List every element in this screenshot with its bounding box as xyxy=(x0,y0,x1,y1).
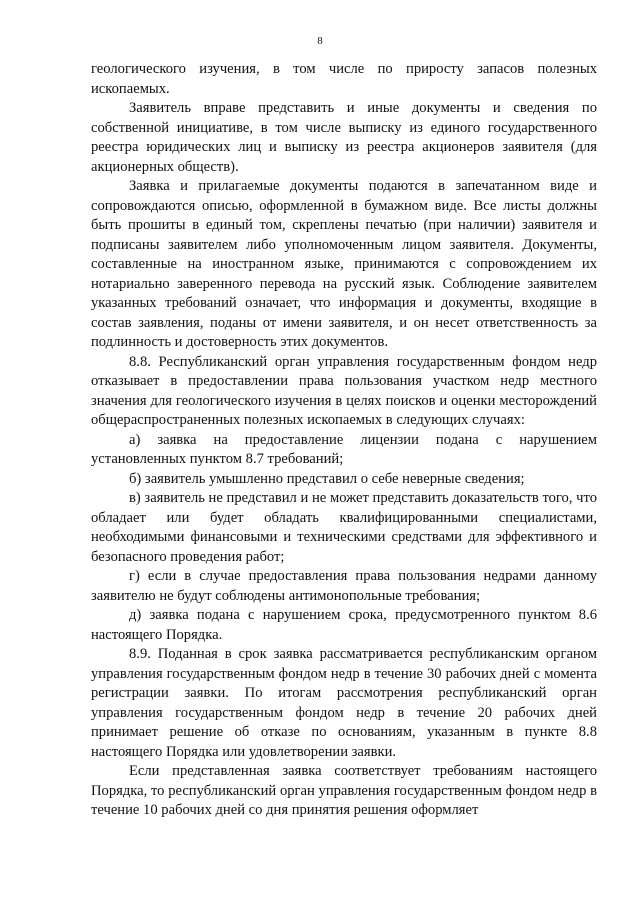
list-item-v: в) заявитель не представил и не может представить доказательств того, что обладает или будет обладать квалифицированными специалистами, необходимыми финансовыми и техническими средствами для эффективного и безопасного проведения работ; xyxy=(91,490,597,565)
paragraph-8-8-refusal: 8.8. Республиканский орган управления государственным фондом недр отказывает в предоставлении права пользования участком недр местного значения для геологического изучения в целях поисков и оценки месторождений общераспространенных полезных ископаемых в следующих случаях: xyxy=(91,353,597,428)
document-body xyxy=(91,60,597,821)
list-item-a: а) заявка на предоставление лицензии подана с нарушением установленных пунктом 8.7 требований; xyxy=(91,431,597,467)
list-item-g: г) если в случае предоставления права пользования недрами данному заявителю не будут соблюдены антимонопольные требования; xyxy=(91,568,597,604)
paragraph-compliance: Если представленная заявка соответствует требованиям настоящего Порядка, то республиканский орган управления государственным фондом недр в течение 10 рабочих дней со дня принятия решения оформляет xyxy=(91,763,597,818)
list-item-b: б) заявитель умышленно представил о себе неверные сведения; xyxy=(129,470,525,487)
paragraph-8-9-review: 8.9. Поданная в срок заявка рассматривается республиканским органом управления государственным фондом недр в течение 30 рабочих дней с момента регистрации заявки. По итогам рассмотрения республиканский орган управления государственным фондом недр в течение 20 рабочих дней принимает решение об отказе по основаниям, указанным в пункте 8.8 настоящего Порядка или удовлетворении заявки. xyxy=(91,646,597,760)
paragraph-continuation: геологического изучения, в том числе по приросту запасов полезных ископаемых. xyxy=(91,61,597,97)
paragraph-submission-requirements: Заявка и прилагаемые документы подаются в запечатанном виде и сопровождаются описью, оформленной в бумажном виде. Все листы должны быть прошиты в единый том, скреплены печатью (при наличии) заявителя и подписаны заявителем либо уполномоченным лицом заявителя. Документы, составленные на иностранном языке, принимаются с сопровождением их нотариально заверенного перевода на русский язык. Соблюдение заявителем указанных требований означает, что информация и документы, входящие в состав заявления, поданы от имени заявителя, и он несет ответственность за подлинность и достоверность этих документов. xyxy=(91,178,597,350)
page-number: 8 xyxy=(317,35,323,47)
paragraph-additional-documents: Заявитель вправе представить и иные документы и сведения по собственной инициативе, в том числе выписку из единого государственного реестра юридических лиц и выписку из реестра акционеров заявителя (для акционерных обществ). xyxy=(91,100,597,175)
list-item-d: д) заявка подана с нарушением срока, предусмотренного пунктом 8.6 настоящего Порядка. xyxy=(91,607,597,643)
